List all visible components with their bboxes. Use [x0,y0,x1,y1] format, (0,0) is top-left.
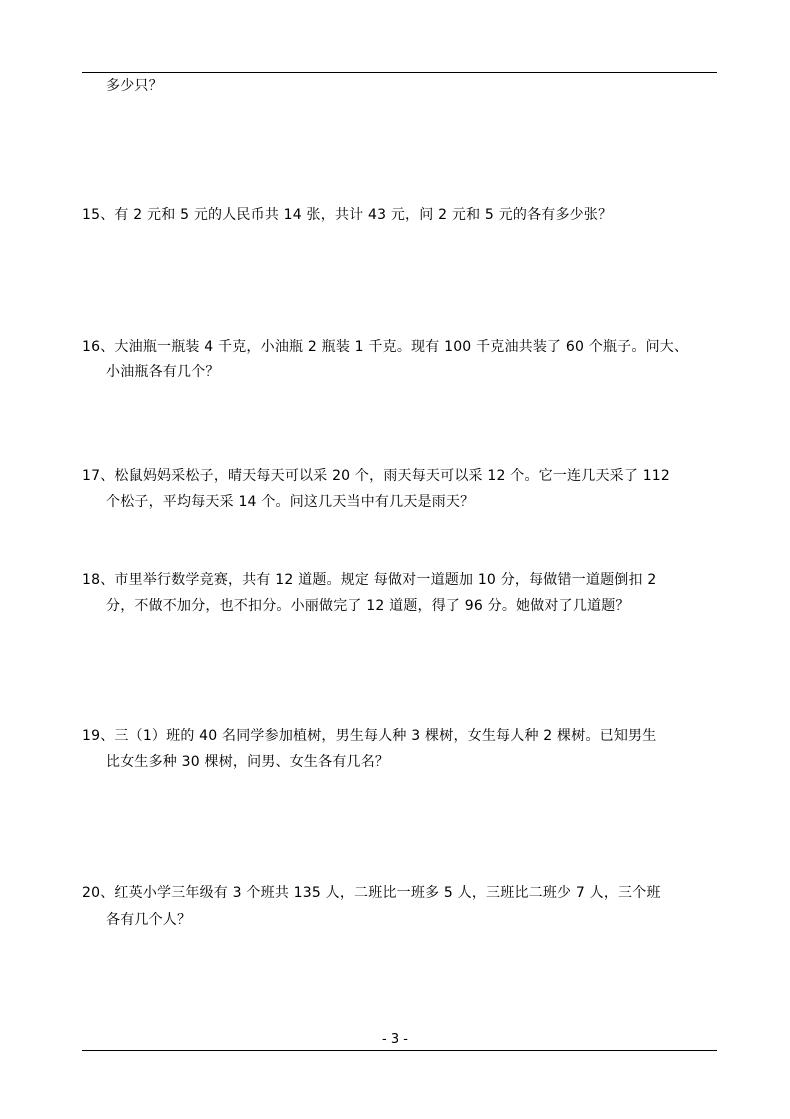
page-number: - 3 - [382,1032,408,1047]
question-17-line-1: 17、松鼠妈妈采松子，晴天每天可以采 20 个，雨天每天可以采 12 个。它一连几天采了 112 [82,468,671,484]
question-14-continuation: 多少只？ [106,78,163,94]
question-17-line-2: 个松子，平均每天采 14 个。问这几天当中有几天是雨天？ [106,494,475,510]
question-15-line-1: 15、有 2 元和 5 元的人民币共 14 张，共计 43 元，问 2 元和 5 元的各有多少张？ [82,207,613,223]
question-19-line-1: 19、三（1）班的 40 名同学参加植树，男生每人种 3 棵树，女生每人种 2 棵树。已知男生 [82,728,657,744]
header-rule [82,72,717,73]
question-19-line-2: 比女生多种 30 棵树，问男、女生各有几名？ [106,754,390,770]
footer-rule [82,1050,717,1051]
question-18-line-1: 18、市里举行数学竞赛，共有 12 道题。规定 每做对一道题加 10 分，每做错一道题倒扣 2 [82,572,657,588]
question-20-line-2: 各有几个人？ [106,912,192,928]
question-20-line-1: 20、红英小学三年级有 3 个班共 135 人，二班比一班多 5 人，三班比二班少 7 人，三个班 [82,885,661,901]
question-16-line-1: 16、大油瓶一瓶装 4 千克，小油瓶 2 瓶装 1 千克。现有 100 千克油共装了 60 个瓶子。问大、 [82,339,689,355]
question-16-line-2: 小油瓶各有几个？ [106,364,220,380]
question-18-line-2: 分，不做不加分，也不扣分。小丽做完了 12 道题，得了 96 分。她做对了几道题？ [106,598,630,614]
